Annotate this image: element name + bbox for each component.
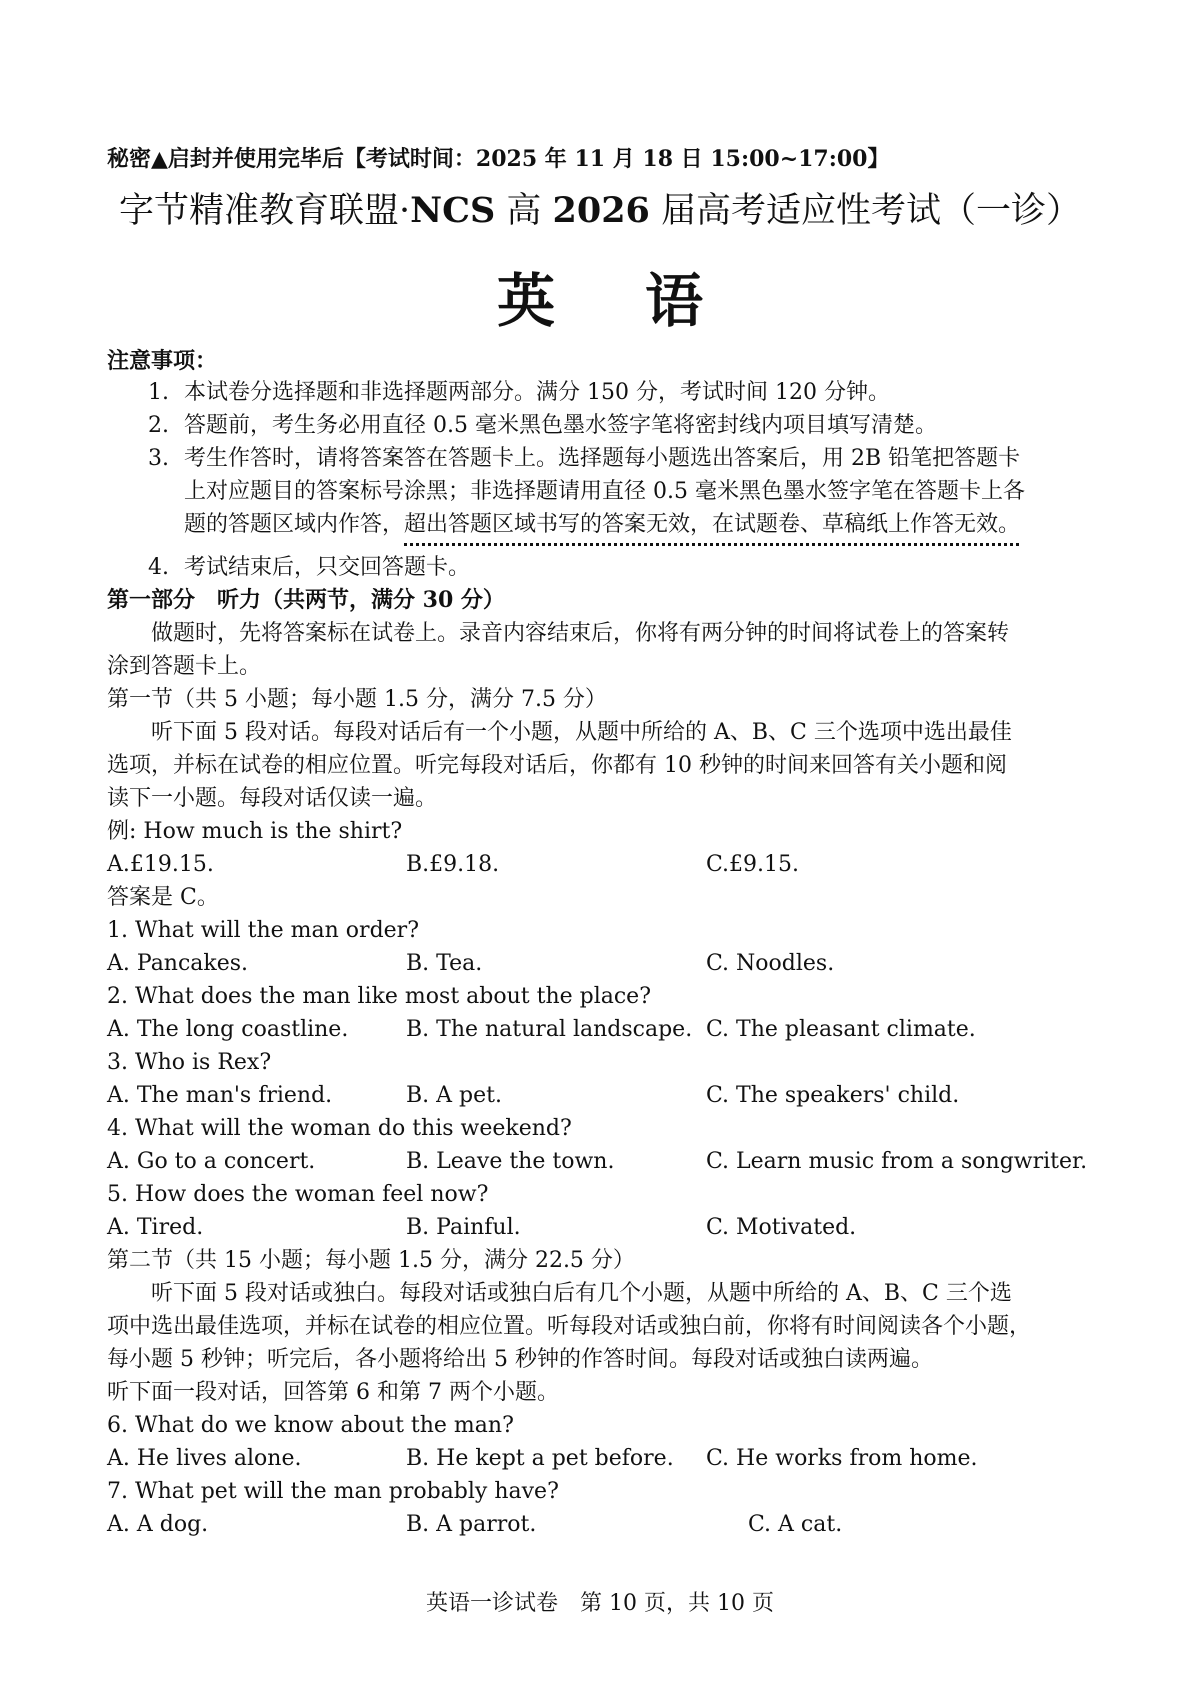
subject-title: 英语 xyxy=(496,267,793,335)
section1-intro-line-1: 听下面 5 段对话。每段对话后有一个小题，从题中所给的 A、B、C 三个选项中选出最佳 xyxy=(151,720,1012,745)
exam-title-prefix: 字节精准教育联盟· xyxy=(118,191,411,231)
notice-emphasis: 超出答题区域书写的答案无效，在试题卷、草稿纸上作答无效。 xyxy=(404,512,1021,537)
notice-item-4 xyxy=(148,551,470,584)
notice-item-1 xyxy=(148,376,890,409)
part1-intro-line-1: 做题时，先将答案标在试卷上。录音内容结束后，你将有两分钟的时间将试卷上的答案转 xyxy=(151,621,1010,646)
part1-intro-line-2: 涂到答题卡上。 xyxy=(107,654,262,679)
section2-title: 第二节（共 15 小题；每小题 1.5 分，满分 22.5 分） xyxy=(107,1248,635,1273)
notice-num: 2. xyxy=(148,413,169,438)
notice-text: 考生作答时，请将答案答在答题卡上。选择题每小题选出答案后，用 2B 铅笔把答题卡 xyxy=(184,446,1021,471)
question-7: 7. What pet will the man probably have? xyxy=(107,1479,559,1504)
question-4-option-b: B. Leave the town. xyxy=(406,1149,615,1174)
notice-text: 本试卷分选择题和非选择题两部分。满分 150 分，考试时间 120 分钟。 xyxy=(184,380,890,405)
question-4: 4. What will the woman do this weekend? xyxy=(107,1116,572,1141)
question-7-option-a: A. A dog. xyxy=(107,1512,209,1537)
notice-text: 答题前，考生务必用直径 0.5 毫米黑色墨水签字笔将密封线内项目填写清楚。 xyxy=(184,413,937,438)
question-6-option-c: C. He works from home. xyxy=(706,1446,978,1471)
notice-item-2 xyxy=(148,409,937,442)
example-option-b: B.£9.18. xyxy=(406,852,500,877)
example-answer: 答案是 C。 xyxy=(107,885,219,910)
example-option-c: C.£9.15. xyxy=(706,852,800,877)
question-7-option-c: C. A cat. xyxy=(748,1512,843,1537)
exam-title xyxy=(0,183,1200,233)
question-2-option-b: B. The natural landscape. xyxy=(406,1017,693,1042)
notice-title: 注意事项： xyxy=(107,348,218,374)
section1-intro-line-2: 选项，并标在试卷的相应位置。听完每段对话后，你都有 10 秒钟的时间来回答有关小题和阅 xyxy=(107,753,1007,778)
section2-intro-line-1: 听下面 5 段对话或独白。每段对话或独白后有几个小题，从题中所给的 A、B、C 三个选 xyxy=(151,1281,1012,1306)
question-3-option-c: C. The speakers' child. xyxy=(706,1083,960,1108)
question-5-option-a: A. Tired. xyxy=(107,1215,204,1240)
question-7-option-b: B. A parrot. xyxy=(406,1512,537,1537)
question-1-option-c: C. Noodles. xyxy=(706,951,835,976)
question-6-option-b: B. He kept a pet before. xyxy=(406,1446,674,1471)
notice-item-3 xyxy=(148,442,1020,475)
question-2: 2. What does the man like most about the place? xyxy=(107,984,651,1009)
question-1: 1. What will the man order? xyxy=(107,918,419,943)
section2-intro-line-2: 项中选出最佳选项，并标在试卷的相应位置。听每段对话或独白前，你将有时间阅读各个小题， xyxy=(107,1314,1032,1339)
notice-num: 3. xyxy=(148,446,169,471)
confidential-line: 秘密▲启封并使用完毕后【考试时间：2025 年 11 月 18 日 15:00~17:00】 xyxy=(107,146,890,172)
exam-title-suffix: 届高考适应性考试（一诊） xyxy=(649,191,1082,231)
page-footer: 英语一诊试卷 第 10 页，共 10 页 xyxy=(426,1591,774,1616)
question-4-option-a: A. Go to a concert. xyxy=(107,1149,316,1174)
question-3-option-b: B. A pet. xyxy=(406,1083,502,1108)
section1-intro-line-3: 读下一小题。每段对话仅读一遍。 xyxy=(107,786,438,811)
notice-num: 1. xyxy=(148,380,169,405)
question-1-option-a: A. Pancakes. xyxy=(107,951,249,976)
question-1-option-b: B. Tea. xyxy=(406,951,483,976)
section2-instruction: 听下面一段对话，回答第 6 和第 7 两个小题。 xyxy=(107,1380,559,1405)
section2-intro-line-3: 每小题 5 秒钟；听完后，各小题将给出 5 秒钟的作答时间。每段对话或独白读两遍。 xyxy=(107,1347,933,1372)
notice-item-3-line-3 xyxy=(184,508,1020,541)
notice-text: 考试结束后，只交回答题卡。 xyxy=(184,555,471,580)
exam-title-ncs: NCS xyxy=(410,190,496,231)
question-3: 3. Who is Rex? xyxy=(107,1050,272,1075)
question-6-option-a: A. He lives alone. xyxy=(107,1446,302,1471)
exam-title-year: 2026 xyxy=(552,190,650,231)
notice-num: 4. xyxy=(148,555,169,580)
notice-item-3-line-2: 上对应题目的答案标号涂黑；非选择题请用直径 0.5 毫米黑色墨水签字笔在答题卡上各 xyxy=(184,479,1025,504)
part1-title: 第一部分 听力（共两节，满分 30 分） xyxy=(107,587,505,613)
question-2-option-c: C. The pleasant climate. xyxy=(706,1017,976,1042)
example-question: 例: How much is the shirt? xyxy=(107,819,403,844)
exam-title-mid: 高 xyxy=(495,191,553,231)
question-2-option-a: A. The long coastline. xyxy=(107,1017,349,1042)
question-5-option-c: C. Motivated. xyxy=(706,1215,857,1240)
question-3-option-a: A. The man's friend. xyxy=(107,1083,333,1108)
question-5: 5. How does the woman feel now? xyxy=(107,1182,489,1207)
question-5-option-b: B. Painful. xyxy=(406,1215,521,1240)
notice-text: 题的答题区域内作答， xyxy=(184,512,405,537)
question-6: 6. What do we know about the man? xyxy=(107,1413,514,1438)
section1-title: 第一节（共 5 小题；每小题 1.5 分，满分 7.5 分） xyxy=(107,687,607,712)
example-option-a: A.£19.15. xyxy=(107,852,214,877)
question-4-option-c: C. Learn music from a songwriter. xyxy=(706,1149,1088,1174)
